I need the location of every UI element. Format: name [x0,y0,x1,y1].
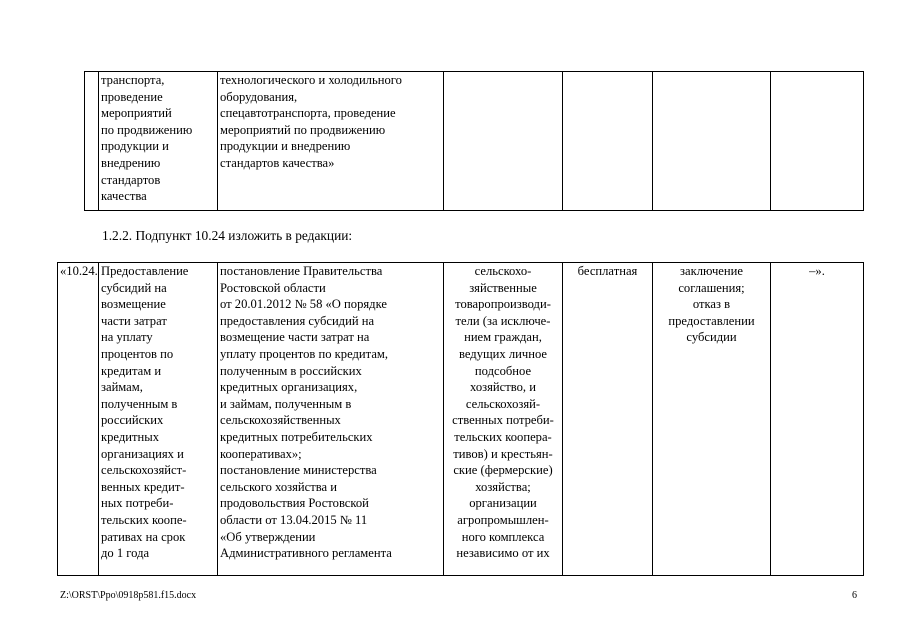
text-line: мероприятий по продвижению [220,122,386,137]
result-cell [653,263,771,576]
recipients-cell [444,263,563,576]
text-line: сельскохозяй- [465,396,541,411]
text-line: кооперативах»; [220,446,302,461]
text-line: транспорта, [101,73,165,87]
text-line: постановление Правительства [220,264,383,278]
text-line: кредитных организациях, [220,380,358,395]
page-number: 6 [852,590,857,601]
text-line: товаропроизводи- [455,297,551,312]
text-line: продовольствия Ростовской [220,496,369,511]
text-line: возмещение [101,297,166,312]
row-number-cell: «10.24. [58,263,99,576]
text-line: хозяйства; [475,479,531,494]
text-line: полученным в [101,396,178,411]
text-line: подсобное [474,363,532,378]
text-line: области от 13.04.2015 № 11 [220,512,368,527]
service-name-cell [99,72,218,211]
text-line: кредитам и [101,363,162,378]
note-cell [771,72,864,211]
text-line: зяйственные [469,280,537,295]
row-number-cell [85,72,99,211]
text-line: соглашения; [678,280,745,295]
text-line: тельских коопе- [101,512,187,527]
service-name-cell [99,263,218,576]
result-cell [653,72,771,211]
text-line: качества [101,189,147,204]
text-line: предоставлении [668,313,755,328]
amendment-paragraph: 1.2.2. Подпункт 10.24 изложить в редакции: [102,228,353,243]
text-line: продукции и внедрению [220,139,351,154]
text-line: постановление министерства [220,463,377,478]
text-line: субсидии [686,330,737,345]
text-line: мероприятий [101,106,172,121]
text-line: ного комплекса [461,529,545,544]
text-line: от 20.01.2012 № 58 «О порядке [220,297,387,312]
text-line: проведение [101,89,163,104]
text-line: сельского хозяйства и [220,479,337,494]
text-line: ративах на срок [101,529,186,544]
text-line: агропромышлен- [457,512,549,527]
text-line: нием граждан, [464,330,542,345]
text-line: на уплату [101,330,153,345]
text-line: кредитных [101,429,159,444]
text-line: тельских коопера- [454,429,552,444]
text-line: ские (фермерские) [453,463,553,478]
text-line: отказ в [692,297,731,312]
text-line: Предоставление [101,264,189,278]
continuation-table [84,71,864,211]
text-line: стандартов качества» [220,155,335,170]
text-line: Ростовской области [220,280,326,295]
recipients-cell [444,72,563,211]
text-line: займам, [101,380,143,395]
text-line: ведущих личное [458,346,548,361]
file-path-footer: Z:\ORST\Ppo\0918p581.f15.docx [60,590,197,601]
text-line: субсидий на [101,280,167,295]
table-row [85,72,864,211]
text-line: ных потреби- [101,496,174,511]
note-cell: –». [771,263,864,576]
text-line: сельскохо- [474,264,532,278]
legal-basis-cell [218,72,444,211]
text-line: «Об утверждении [220,529,316,544]
text-line: предоставления субсидий на [220,313,375,328]
payment-cell [563,72,653,211]
text-line: возмещение части затрат на [220,330,370,345]
legal-basis-cell [218,263,444,576]
text-line: венных кредит- [101,479,185,494]
text-line: сельскохозяйст- [101,463,187,478]
text-line: тели (за исключе- [455,313,551,328]
text-line: спецавтотранспорта, проведение [220,106,396,121]
text-line: стандартов [101,172,161,187]
table-row [58,263,864,576]
text-line: до 1 года [101,546,150,561]
text-line: хозяйство, и [470,380,536,395]
text-line: российских [101,413,164,428]
payment-cell: бесплатная [563,263,653,576]
text-line: продукции и [101,139,169,154]
text-line: и займам, полученным в [220,396,352,411]
text-line: оборудования, [220,89,298,104]
text-line: по продвижению [101,122,193,137]
text-line: части затрат [101,313,167,328]
text-line: уплату процентов по кредитам, [220,346,389,361]
text-line: внедрению [101,155,161,170]
text-line: тивов) и крестьян- [453,446,553,461]
text-line: независимо от их [456,546,550,561]
text-line: полученным в российских [220,363,362,378]
text-line: заключение [680,264,743,278]
services-table [57,262,864,576]
text-line: Административного регламента [220,546,392,561]
text-line: организации [469,496,537,511]
text-line: процентов по [101,346,174,361]
text-line: ственных потреби- [452,413,554,428]
text-line: сельскохозяйственных [220,413,341,428]
text-line: организациях и [101,446,184,461]
text-line: технологического и холодильного [220,73,402,87]
text-line: кредитных потребительских [220,429,373,444]
